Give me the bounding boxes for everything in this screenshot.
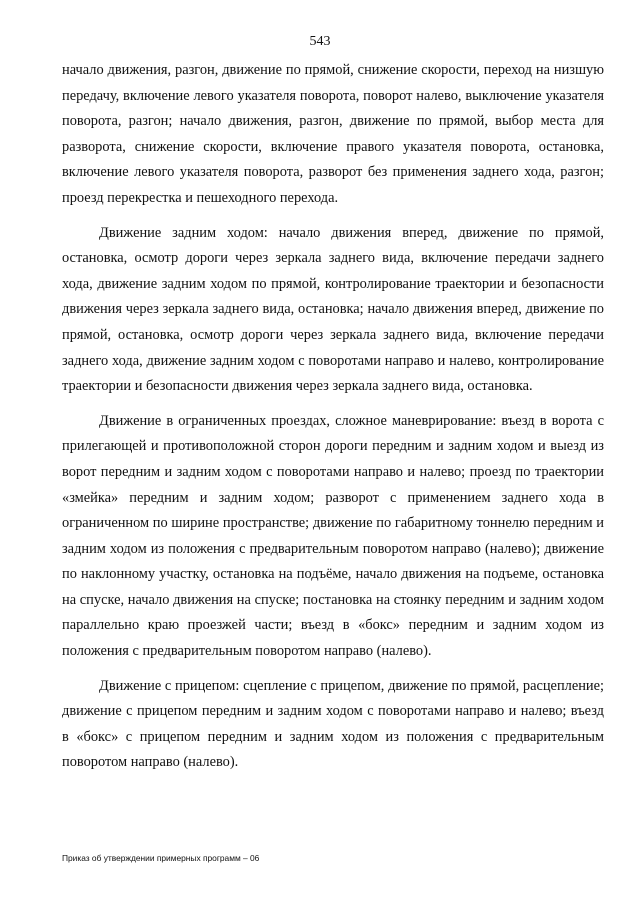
paragraph-limited-passages: Движение в ограниченных проездах, сложное маневрирование: въезд в ворота с прилегающей и противоположной сторон дороги передним и задним ходом и выезд из ворот передним и задним ходом с поворотами направо и налево; проезд по траектории «змейка» передним и задним ходом; разворот с применением заднего хода в ограниченном по ширине пространстве; движение по габаритному тоннелю передним и задним ходом из положения с предварительным поворотом направо (налево); движение по наклонному участку, остановка на подъёме, начало движения на подъеме, остановка на спуске, начало движения на спуске; постановка на стоянку передним и задним ходом параллельно краю проезжей части; въезд в «бокс» передним и задним ходом из положения с предварительным поворотом направо (налево). — [62, 412, 604, 660]
body-text — [62, 58, 604, 785]
paragraph-continuation: начало движения, разгон, движение по прямой, снижение скорости, переход на низшую передачу, включение левого указателя поворота, поворот налево, выключение указателя поворота, разгон; начало движения, разгон, движение по прямой, выбор места для разворота, снижение скорости, включение правого указателя поворота, остановка, включение левого указателя поворота, разворот без применения заднего хода, разгон; проезд перекрестка и пешеходного перехода. — [62, 62, 604, 206]
paragraph-reverse-driving: Движение задним ходом: начало движения вперед, движение по прямой, остановка, осмотр дороги через зеркала заднего вида, включение передачи заднего хода, движение задним ходом по прямой, контролирование траектории и безопасности движения через зеркала заднего вида, остановка; начало движения вперед, движение по прямой, остановка, осмотр дороги через зеркала заднего вида, включение передачи заднего хода, движение задним ходом с поворотами направо и налево, контролирование траектории и безопасности движения через зеркала заднего вида, остановка. — [62, 224, 604, 395]
footer-note: Приказ об утверждении примерных программ – 06 — [62, 853, 260, 863]
paragraph-trailer-driving: Движение с прицепом: сцепление с прицепом, движение по прямой, расцепление; движение с прицепом передним и задним ходом с поворотами направо и налево; въезд в «бокс» с прицепом передним и задним ходом из положения с предварительным поворотом направо (налево). — [62, 677, 604, 771]
page-number: 543 — [309, 34, 331, 49]
